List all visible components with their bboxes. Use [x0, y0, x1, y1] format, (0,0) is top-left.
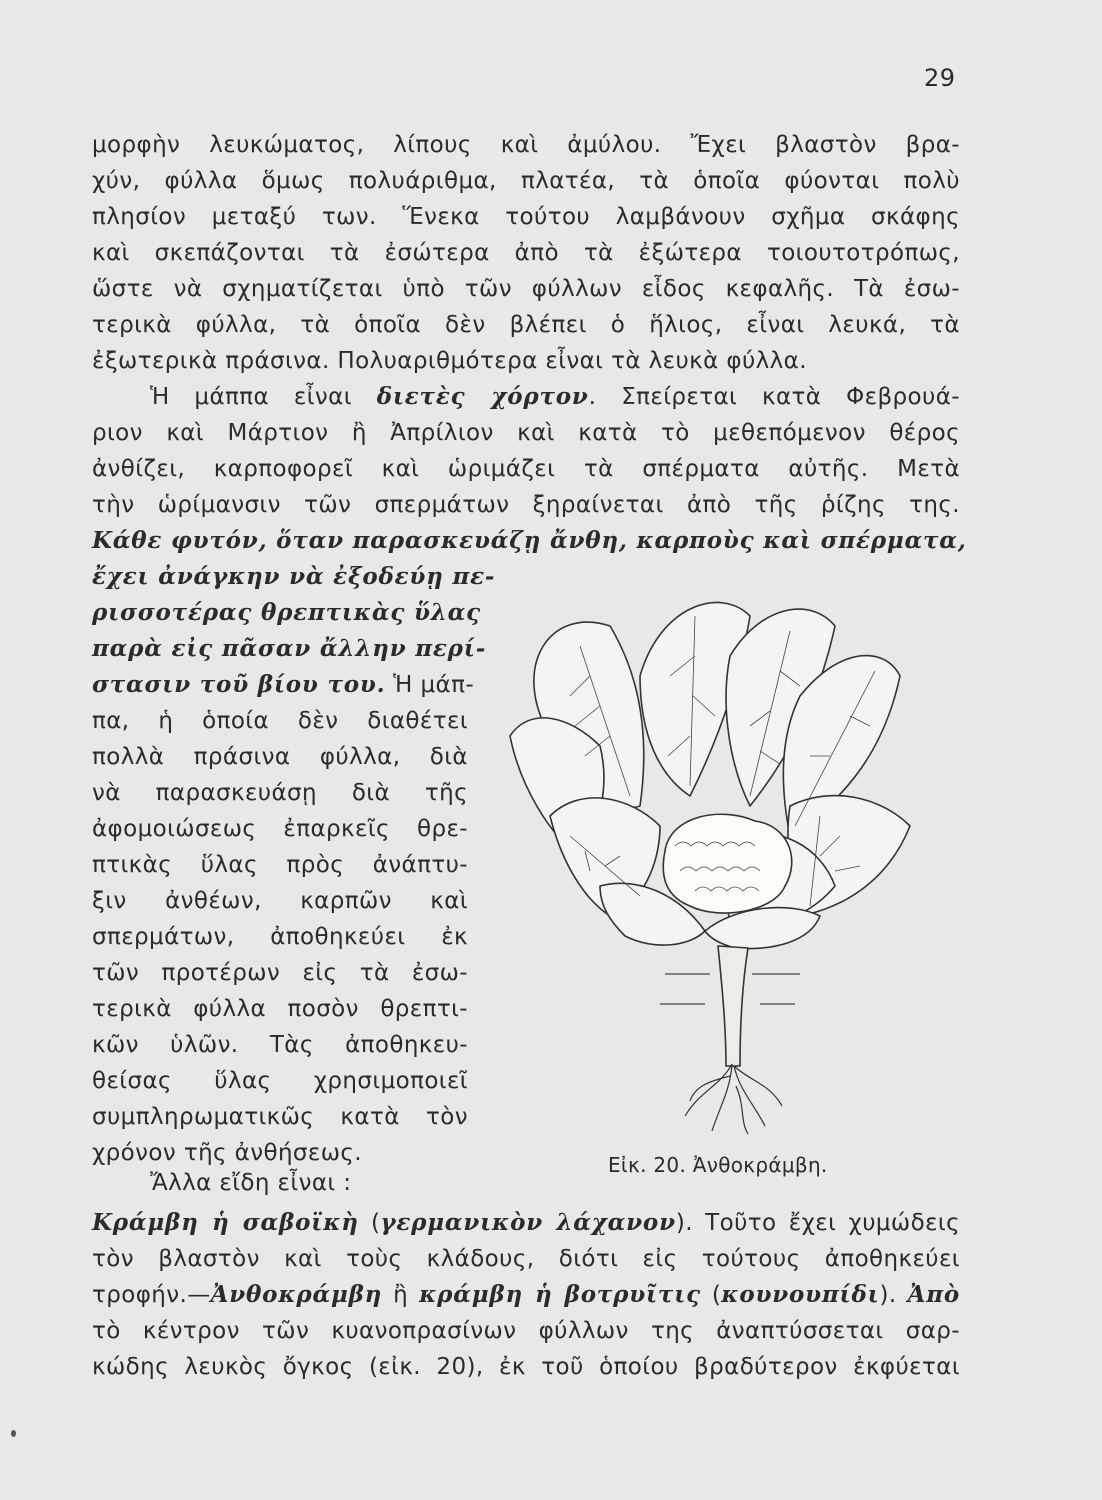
- curd-drawing: [663, 814, 791, 913]
- text-run: (: [358, 1210, 381, 1236]
- text-line: καὶ σκεπάζονται τὰ ἐσώτερα ἀπὸ τὰ ἐξώτερα τοιουτοτρόπως,: [92, 240, 960, 266]
- text-line: ἐξωτερικὰ πράσινα. Πολυαριθμότερα εἶναι τὰ λευκὰ φύλλα.: [92, 348, 807, 374]
- text-line: τὸν βλαστὸν καὶ τοὺς κλάδους, διότι εἰς τούτους ἀποθηκεύει: [92, 1246, 960, 1272]
- emphasis-text: διετὲς χόρτον: [376, 383, 589, 410]
- figure-caption: Εἰκ. 20. Ἀνθοκράμβη.: [608, 1153, 828, 1177]
- text-line: τερικὰ φύλλα ποσὸν θρεπτι-: [92, 996, 468, 1022]
- cauliflower-drawing: [490, 586, 940, 1136]
- text-run: ). Τοῦτο ἔχει χυμώδεις: [675, 1210, 960, 1236]
- text-line: Ἄλλα εἴδη εἶναι :: [150, 1170, 352, 1196]
- text-run: ἢ: [382, 1282, 420, 1308]
- text-line: τερικὰ φύλλα, τὰ ὁποῖα δὲν βλέπει ὁ ἥλιος, εἶναι λευκά, τὰ: [92, 312, 960, 338]
- text-line: κώδης λευκὸς ὄγκος (εἰκ. 20), ἐκ τοῦ ὁποίου βραδύτερον ἐκφύεται: [92, 1354, 960, 1380]
- text-run: Ἡ μάππα εἶναι: [150, 384, 377, 410]
- text-run: . Σπείρεται κατὰ Φεβρουά-: [588, 384, 960, 410]
- emphasis-line: παρὰ εἰς πᾶσαν ἄλλην περί-: [92, 635, 487, 662]
- text-run: τροφήν.—: [92, 1282, 211, 1308]
- emphasis-text: Ἀνθοκράμβη: [210, 1281, 383, 1308]
- text-line: [92, 670, 475, 700]
- text-line: [92, 1208, 960, 1238]
- ink-speck: [11, 1430, 16, 1437]
- text-line: συμπληρωματικῶς κατὰ τὸν: [92, 1104, 468, 1130]
- text-run: Ἡ μάπ-: [385, 672, 475, 698]
- text-run: (: [700, 1282, 722, 1308]
- text-line: τὸ κέντρον τῶν κυανοπρασίνων φύλλων της ἀναπτύσσεται σαρ-: [92, 1318, 960, 1344]
- emphasis-line: Κάθε φυτόν, ὅταν παρασκευάζῃ ἄνθη, καρποὺς καὶ σπέρματα,: [92, 527, 967, 554]
- text-line: τὴν ὡρίμανσιν τῶν σπερμάτων ξηραίνεται ἀπὸ τῆς ῥίζης της.: [92, 492, 960, 518]
- text-line: πα, ἡ ὁποία δὲν διαθέτει: [92, 708, 468, 734]
- text-line: μορφὴν λευκώματος, λίπους καὶ ἀμύλου. Ἔχει βλαστὸν βρα-: [92, 132, 960, 158]
- text-line: χρόνον τῆς ἀνθήσεως.: [92, 1140, 363, 1166]
- text-line: σπερμάτων, ἀποθηκεύει ἐκ: [92, 924, 468, 950]
- text-line: τῶν προτέρων εἰς τὰ ἐσω-: [92, 960, 468, 986]
- text-line: ριον καὶ Μάρτιον ἢ Ἀπρίλιον καὶ κατὰ τὸ μεθεπόμενον θέρος: [92, 420, 960, 446]
- text-line: ἀνθίζει, καρποφορεῖ καὶ ὡριμάζει τὰ σπέρματα αὐτῆς. Μετὰ: [92, 456, 960, 482]
- text-line: ὥστε νὰ σχηματίζεται ὑπὸ τῶν φύλλων εἶδος κεφαλῆς. Τὰ ἐσω-: [92, 276, 960, 302]
- emphasis-text: γερμανικὸν λάχανον: [380, 1209, 676, 1236]
- text-line: πλησίον μεταξύ των. Ἕνεκα τούτου λαμβάνουν σχῆμα σκάφης: [92, 204, 960, 230]
- text-line: θείσας ὕλας χρησιμοποιεῖ: [92, 1068, 468, 1094]
- text-line: πτικὰς ὕλας πρὸς ἀνάπτυ-: [92, 852, 468, 878]
- text-line: [150, 382, 960, 412]
- text-line: κῶν ὑλῶν. Τὰς ἀποθηκευ-: [92, 1032, 468, 1058]
- text-line: ξιν ἀνθέων, καρπῶν καὶ: [92, 888, 468, 914]
- emphasis-line: ρισσοτέρας θρεπτικὰς ὕλας: [92, 599, 481, 626]
- text-run: ).: [879, 1282, 908, 1308]
- text-line: ἀφομοιώσεως ἐπαρκεῖς θρε-: [92, 816, 468, 842]
- emphasis-text: στασιν τοῦ βίου του.: [92, 671, 386, 698]
- emphasis-text: Κράμβη ἡ σαβοϊκὴ: [92, 1209, 359, 1236]
- page-number: 29: [924, 64, 956, 92]
- text-line: χύν, φύλλα ὅμως πολυάριθμα, πλατέα, τὰ ὁποῖα φύονται πολὺ: [92, 168, 960, 194]
- cauliflower-illustration: [490, 586, 940, 1136]
- roots-drawing: [685, 1064, 782, 1134]
- emphasis-text: Ἀπὸ: [907, 1281, 960, 1308]
- emphasis-text: κράμβη ἡ βοτρυῖτις: [419, 1281, 701, 1308]
- text-line: νὰ παρασκευάσῃ διὰ τῆς: [92, 780, 468, 806]
- emphasis-line: ἔχει ἀνάγκην νὰ ἐξοδεύῃ πε-: [92, 563, 496, 590]
- emphasis-text: κουνουπίδι: [721, 1281, 880, 1308]
- stem-drawing: [718, 946, 748, 1066]
- text-line: [92, 1280, 960, 1310]
- text-line: πολλὰ πράσινα φύλλα, διὰ: [92, 744, 468, 770]
